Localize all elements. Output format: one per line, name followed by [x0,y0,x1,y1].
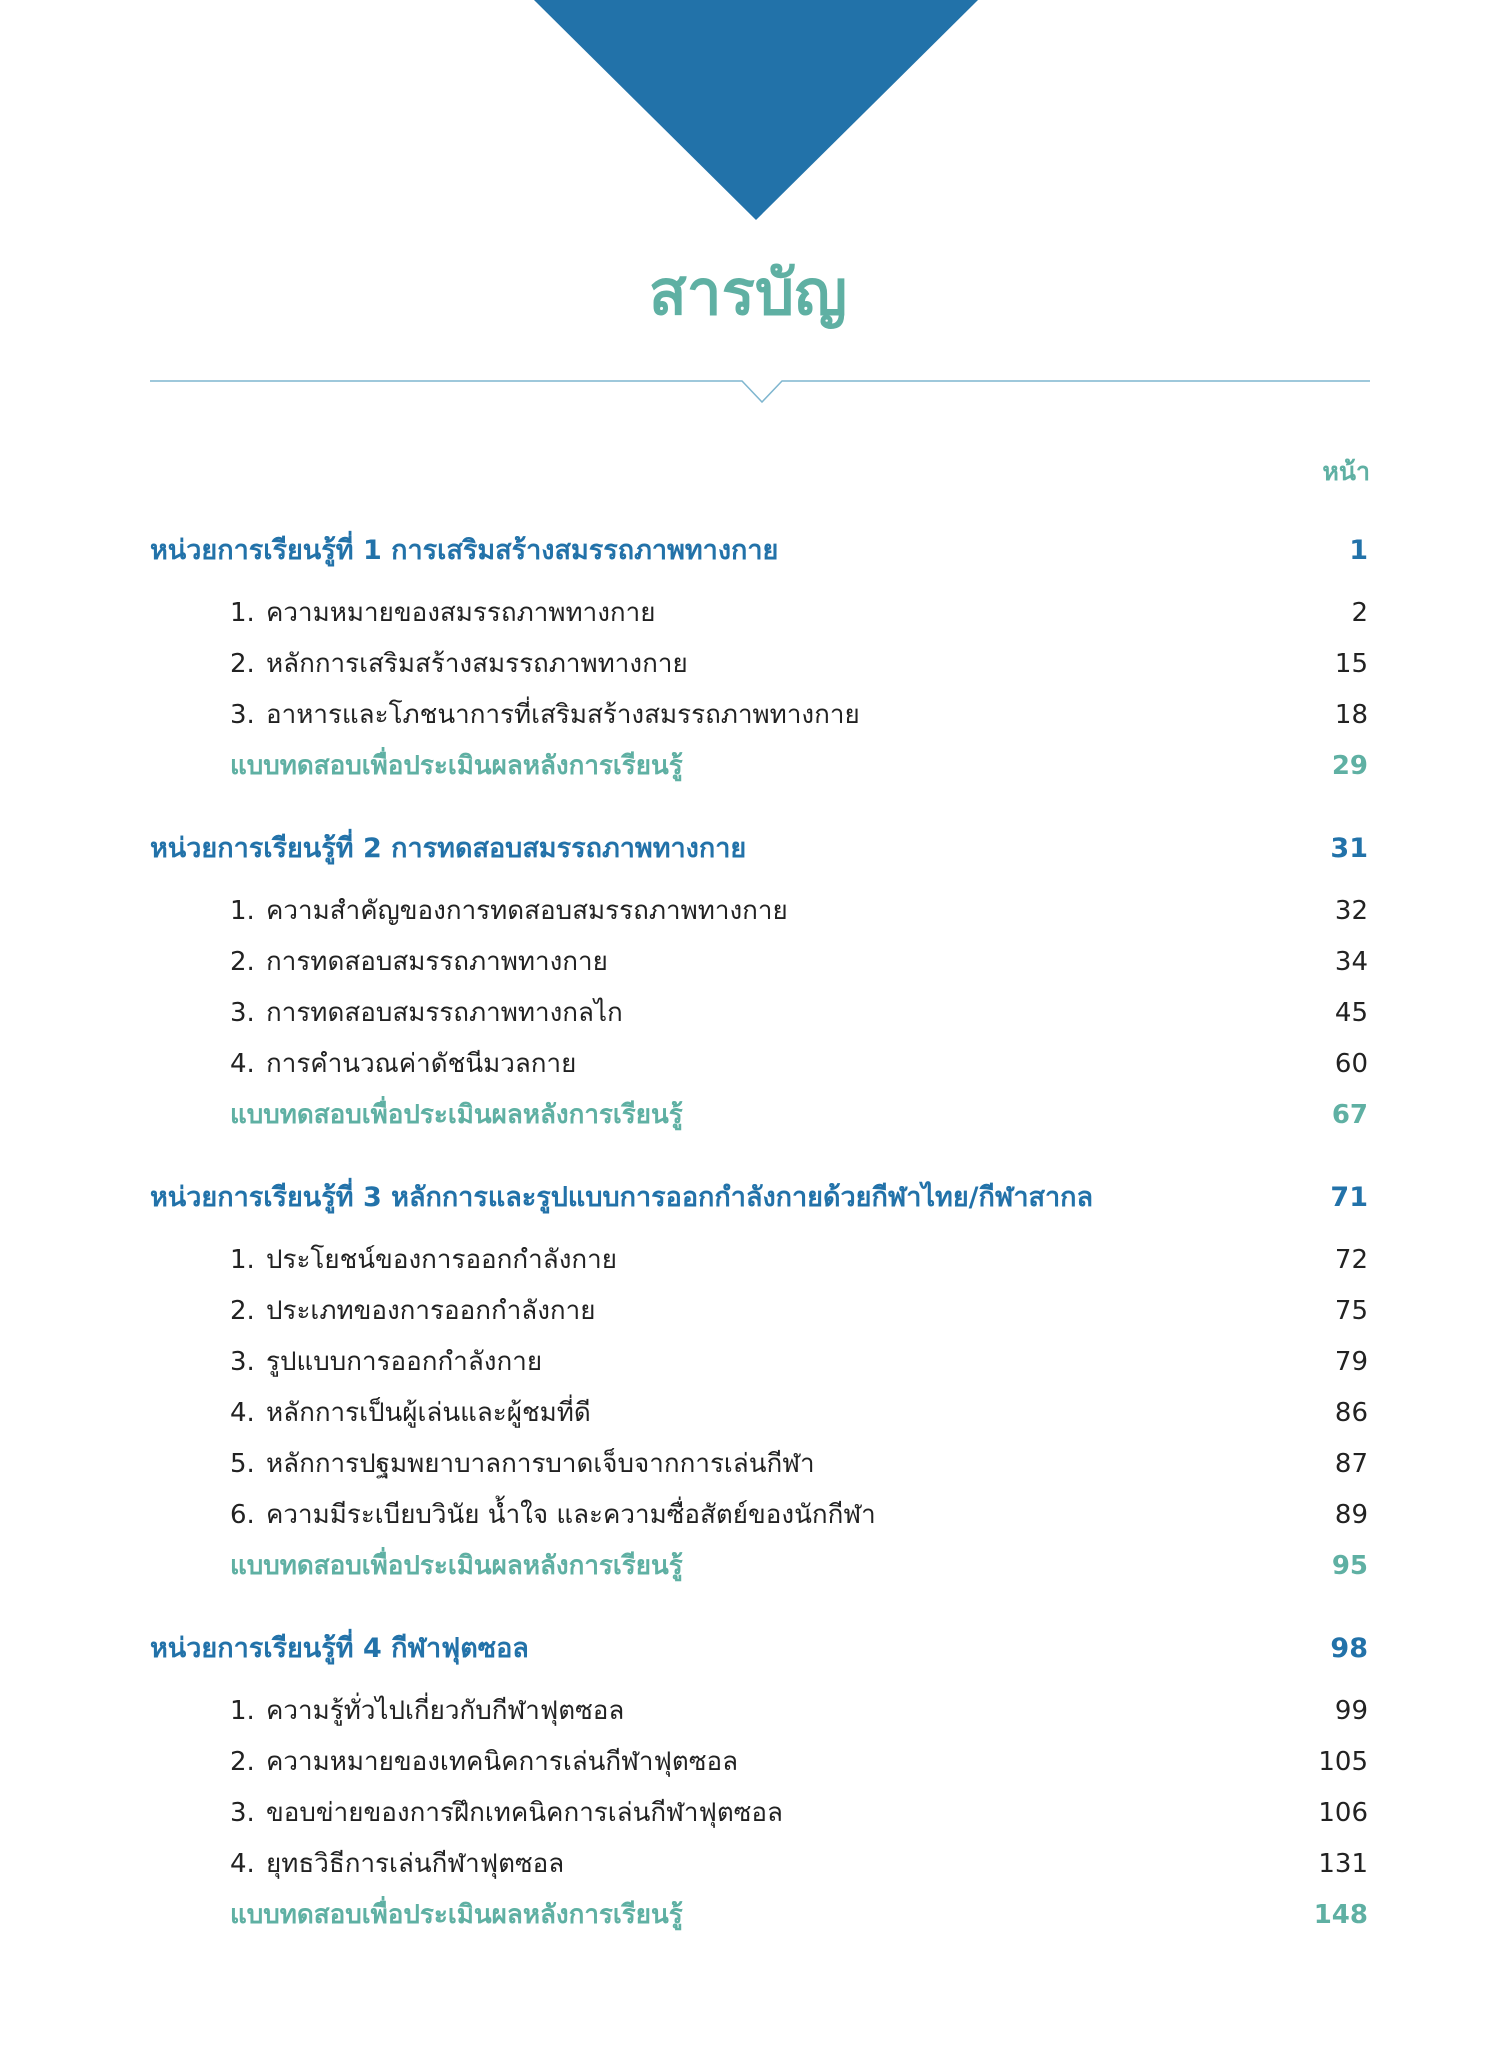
item-index: 4. [230,1049,255,1079]
item-page: 87 [1334,1449,1368,1479]
unit-heading[interactable] [150,818,1368,880]
item-label: ขอบข่ายของการฝึกเทคนิคการเล่นกีฬาฟุตซอล [266,1798,783,1828]
item-index: 2. [230,1296,255,1326]
item-index: 3. [230,1347,255,1377]
toc-item[interactable] [150,1337,1368,1388]
item-index: 1. [230,1696,255,1726]
toc-item[interactable] [150,1490,1368,1541]
item-page: 18 [1334,700,1368,730]
item-index: 1. [230,598,255,628]
toc-item[interactable] [150,1788,1368,1839]
test-label: แบบทดสอบเพื่อประเมินผลหลังการเรียนรู้ [230,1551,683,1581]
item-page: 72 [1334,1245,1368,1275]
unit-page: 71 [1330,1182,1368,1213]
item-label: ประเภทของการออกกำลังกาย [266,1296,596,1326]
item-label: การทดสอบสมรรถภาพทางกลไก [266,998,623,1028]
toc-item[interactable] [150,886,1368,937]
unit-heading[interactable] [150,1167,1368,1229]
toc-item[interactable] [150,1388,1368,1439]
test-label: แบบทดสอบเพื่อประเมินผลหลังการเรียนรู้ [230,1100,683,1130]
item-label: ประโยชน์ของการออกกำลังกาย [266,1245,617,1275]
toc-item[interactable] [150,1439,1368,1490]
item-label: หลักการเสริมสร้างสมรรถภาพทางกาย [266,649,688,679]
unit-page: 1 [1349,535,1368,566]
toc-item[interactable] [150,1737,1368,1788]
toc-test-item[interactable] [150,1090,1368,1141]
item-page: 89 [1334,1500,1368,1530]
unit-title: หน่วยการเรียนรู้ที่ 1 การเสริมสร้างสมรรถภาพทางกาย [150,535,779,566]
item-label: ความรู้ทั่วไปเกี่ยวกับกีฬาฟุตซอล [266,1696,625,1726]
item-label: การคำนวณค่าดัชนีมวลกาย [266,1049,577,1079]
table-of-contents [150,520,1368,1967]
top-decorative-triangle [534,0,978,220]
item-label: รูปแบบการออกกำลังกาย [266,1347,543,1377]
test-page: 67 [1331,1100,1368,1130]
page-title: สารบัญ [648,256,848,329]
toc-item[interactable] [150,1686,1368,1737]
item-label: ความหมายของเทคนิคการเล่นกีฬาฟุตซอล [266,1747,739,1777]
unit-title: หน่วยการเรียนรู้ที่ 2 การทดสอบสมรรถภาพทางกาย [150,833,747,864]
item-label: หลักการเป็นผู้เล่นและผู้ชมที่ดี [266,1398,591,1428]
item-label: อาหารและโภชนาการที่เสริมสร้างสมรรถภาพทางกาย [266,700,860,730]
toc-test-item[interactable] [150,741,1368,792]
test-page: 29 [1331,751,1368,781]
toc-item[interactable] [150,988,1368,1039]
item-label: ยุทธวิธีการเล่นกีฬาฟุตซอล [266,1849,565,1879]
toc-unit-1 [150,520,1368,792]
toc-test-item[interactable] [150,1890,1368,1941]
item-page: 79 [1334,1347,1368,1377]
unit-title: หน่วยการเรียนรู้ที่ 4 กีฬาฟุตซอล [150,1633,529,1664]
item-index: 2. [230,649,255,679]
item-label: หลักการปฐมพยาบาลการบาดเจ็บจากการเล่นกีฬา [266,1449,815,1479]
item-index: 1. [230,896,255,926]
item-page: 15 [1334,649,1368,679]
item-page: 34 [1334,947,1368,977]
item-page: 99 [1334,1696,1368,1726]
item-label: ความสำคัญของการทดสอบสมรรถภาพทางกาย [266,896,788,926]
item-index: 1. [230,1245,255,1275]
item-index: 5. [230,1449,255,1479]
item-page: 60 [1334,1049,1368,1079]
toc-item[interactable] [150,690,1368,741]
toc-unit-2 [150,818,1368,1141]
unit-heading[interactable] [150,1618,1368,1680]
toc-unit-4 [150,1618,1368,1941]
test-page: 95 [1331,1551,1368,1581]
page-column-header: หน้า [1322,457,1370,486]
item-index: 3. [230,998,255,1028]
item-label: การทดสอบสมรรถภาพทางกาย [266,947,608,977]
toc-item[interactable] [150,1039,1368,1090]
toc-item[interactable] [150,937,1368,988]
toc-item[interactable] [150,1235,1368,1286]
test-label: แบบทดสอบเพื่อประเมินผลหลังการเรียนรู้ [230,1900,683,1930]
item-page: 106 [1318,1798,1368,1828]
item-page: 131 [1318,1849,1368,1879]
toc-item[interactable] [150,588,1368,639]
item-index: 2. [230,947,255,977]
toc-unit-3 [150,1167,1368,1592]
unit-title: หน่วยการเรียนรู้ที่ 3 หลักการและรูปแบบการออกกำลังกายด้วยกีฬาไทย/กีฬาสากล [150,1182,1094,1213]
item-index: 6. [230,1500,255,1530]
item-page: 86 [1334,1398,1368,1428]
test-page: 148 [1313,1900,1368,1930]
item-page: 32 [1334,896,1368,926]
title-divider [150,356,1370,406]
item-page: 2 [1351,598,1368,628]
item-label: ความหมายของสมรรถภาพทางกาย [266,598,656,628]
toc-item[interactable] [150,1839,1368,1890]
item-index: 4. [230,1849,255,1879]
toc-test-item[interactable] [150,1541,1368,1592]
toc-item[interactable] [150,639,1368,690]
item-page: 45 [1334,998,1368,1028]
item-page: 75 [1334,1296,1368,1326]
item-index: 3. [230,1798,255,1828]
unit-page: 31 [1330,833,1368,864]
item-index: 2. [230,1747,255,1777]
item-index: 4. [230,1398,255,1428]
item-page: 105 [1318,1747,1368,1777]
toc-item[interactable] [150,1286,1368,1337]
item-label: ความมีระเบียบวินัย น้ำใจ และความซื่อสัตย์ของนักกีฬา [266,1500,876,1530]
test-label: แบบทดสอบเพื่อประเมินผลหลังการเรียนรู้ [230,751,683,781]
item-index: 3. [230,700,255,730]
unit-page: 98 [1330,1633,1368,1664]
unit-heading[interactable] [150,520,1368,582]
